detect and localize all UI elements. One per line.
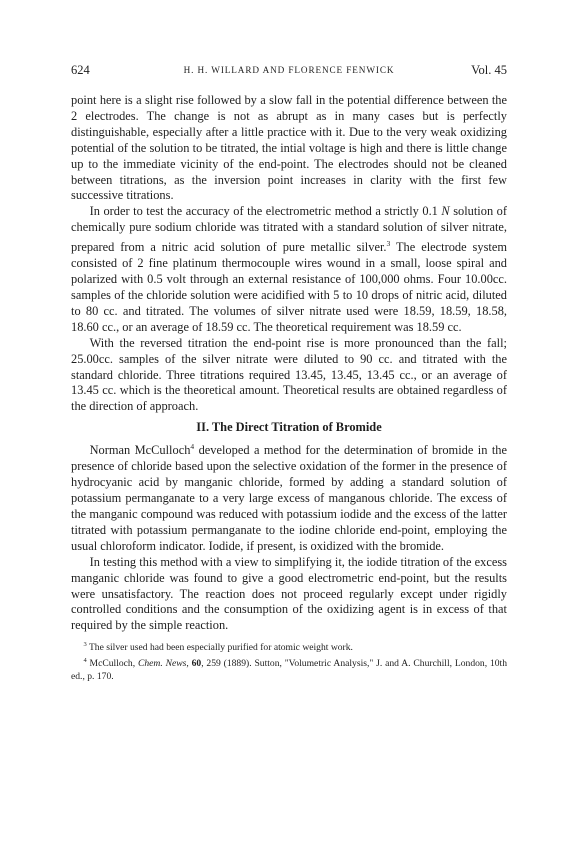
footnote-4-mark: 4 xyxy=(83,657,87,665)
volume-label: Vol. 45 xyxy=(471,63,507,77)
normality-symbol: N xyxy=(441,204,450,219)
footnote-4-text-end: , 259 (1889). Sutton, "Volumetric Analysis," J. and A. Churchill, London, 10th ed., p. 170. xyxy=(71,658,507,682)
page-number: 624 xyxy=(71,63,90,77)
footnote-4-comma: , xyxy=(186,658,192,670)
footnote-4-text-start: McCulloch, xyxy=(86,658,138,670)
article-body xyxy=(71,93,507,683)
footnote-3-text: The silver used had been especially purified for atomic weight work. xyxy=(86,642,353,654)
p2-text-start: In order to test the accuracy of the electrometric method a strictly 0.1 xyxy=(89,204,442,219)
paragraph-testing-method: In testing this method with a view to simplifying it, the iodide titration of the excess manganic chloride was found to give a good electrometric end-point, but the results were unsatisfactory. The reaction does not proceed regularly except under rigidly controlled conditions and the consumption of the oxidizing agent is in excess of that required by the simple reaction. xyxy=(71,554,507,633)
page-header xyxy=(71,63,507,79)
p2-text-end: The electrode system consisted of 2 fine platinum thermocouple wires wound in a small, loose spiral and polarized with 0.5 volt through an external resistance of 100,000 ohms. Four 10.00cc. samples of the chloride solution were acidified with 5 to 10 drops of nitric acid, diluted to 80 cc. and titrated. The volumes of silver nitrate used were 18.59, 18.59, 18.58, 18.60 cc., or an average of 18.59 cc. The theoretical requirement was 18.59 cc. xyxy=(71,240,507,334)
journal-title: Chem. News xyxy=(137,658,187,670)
footnote-3-mark: 3 xyxy=(83,641,87,649)
paragraph-chloride-accuracy-test xyxy=(71,204,507,335)
paragraph-continuation: point here is a slight rise followed by a slow fall in the potential difference between the 2 electrodes. The change is not as abrupt as in many cases but is perfectly distinguishable, especially after a little practice with it. Due to the very weak oxidizing potential of the solution to be titrated, the intial voltage is high and there is little change up to the immediate vicinity of the end-point. The electrodes should not be cleaned between titrations, as the inversion point increases in clarity with the first few successive titrations. xyxy=(71,93,507,203)
footnotes xyxy=(71,639,507,683)
footnote-ref-3: 3 xyxy=(386,239,391,249)
p4-text-end: developed a method for the determination of bromide in the presence of chloride based upon the selective oxidation of the former in the presence of hydrocyanic acid by manganic chloride, formed by adding a standard solution of potassium permanganate to a very large excess of manganous chloride. The excess of the manganic compound was reduced with potassium iodide and the excess of the latter titrated with potassium permanganate to the iodine chloride end-point, employing the usual chloroform indicator. Iodide, if present, is oxidized with the bromide. xyxy=(71,443,507,553)
journal-volume: 60 xyxy=(191,658,202,670)
paragraph-mcculloch-method xyxy=(71,439,507,554)
p4-text-start: Norman McCulloch xyxy=(89,443,191,458)
running-title: H. H. WILLARD AND FLORENCE FENWICK xyxy=(183,65,395,75)
section-heading: II. The Direct Titration of Bromide xyxy=(196,420,382,435)
p2-text-middle: solution of chemically pure sodium chloride was titrated with a standard solution of silver nitrate, prepared from a nitric acid solution of pure metallic silver. xyxy=(71,204,507,255)
paragraph-reversed-titration: With the reversed titration the end-point rise is more pronounced than the fall; 25.00cc. samples of the silver nitrate were diluted to 90 cc. and titrated with the standard chloride. Three titrations required 13.45, 13.45, 13.45 cc., or an average of 13.45 cc. which is the theoretical amount. Theoretical results are obtained regardless of the direction of approach. xyxy=(71,335,507,414)
footnote-ref-4: 4 xyxy=(190,442,195,452)
footnote-4 xyxy=(71,655,507,683)
footnote-3 xyxy=(71,639,507,655)
